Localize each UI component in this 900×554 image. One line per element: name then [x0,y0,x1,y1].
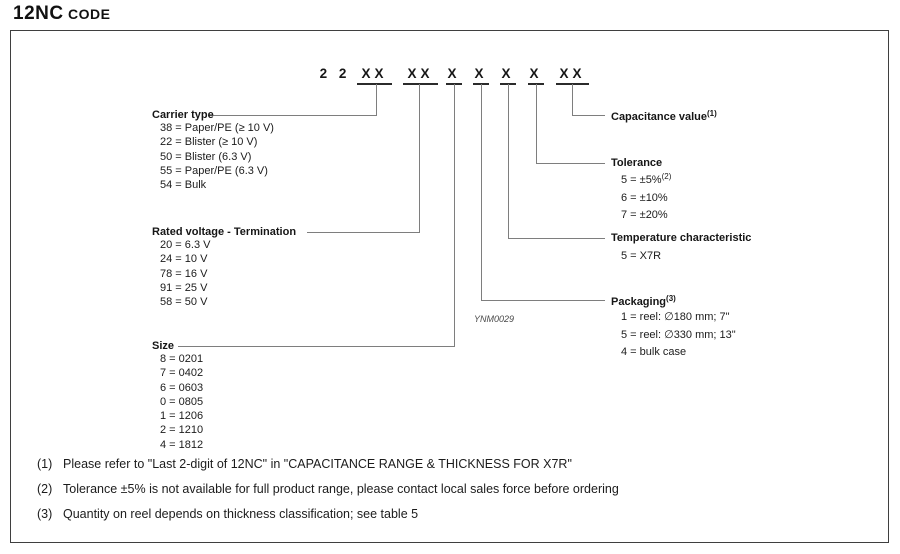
footnote-text: Quantity on reel depends on thickness classification; see table 5 [63,507,419,521]
code-group-size: X [446,66,462,85]
footnote-marker: (1) [37,457,53,471]
list-item: 7 = ±20% [621,209,668,221]
connector-line-carrier-v [376,84,377,116]
temperature-list [621,246,661,264]
connector-line-capacitance-h [572,115,605,116]
connector-line-packaging-h [481,300,605,301]
tolerance-label: Tolerance [611,157,663,169]
size-label: Size [152,340,175,352]
connector-line-tolerance-h [536,163,605,164]
code-group-packaging: X [473,66,489,85]
list-item: 0 = 0805 [160,395,204,408]
capacitance-value-text: Capacitance value [611,111,707,123]
list-item: 54 = Bulk [160,179,207,192]
footnote-marker: (2) [37,482,53,496]
packaging-text: Packaging [611,296,667,308]
title-main: 12NC [13,3,64,24]
list-item: 1 = 1206 [160,410,204,423]
footnote [37,506,619,522]
list-item: 78 = 16 V [160,267,208,280]
connector-line-temperature-h [508,238,605,239]
footnote-text: Tolerance ±5% is not available for full product range, please contact local sales force before ordering [63,482,619,496]
list-item: 20 = 6.3 V [160,239,211,251]
list-item: 5 = reel: ∅330 mm; 13" [621,328,736,341]
carrier-type-list [160,121,274,192]
footnote [37,481,619,497]
list-item: 8 = 0201 [160,353,204,365]
footnote [37,456,619,472]
connector-line-carrier-h [208,115,377,116]
code-prefix: 2 2 [319,66,351,81]
connector-line-packaging-v [481,84,482,301]
connector-line-voltage-v [419,84,420,233]
tolerance-list [621,170,671,223]
list-item: 58 = 50 V [160,296,208,309]
list-item: 38 = Paper/PE (≥ 10 V) [160,122,274,134]
connector-line-size-v [454,84,455,347]
code-group-carrier: XX [357,66,392,85]
list-item: 4 = 1812 [160,438,204,451]
list-item: 2 = 1210 [160,424,204,437]
footnotes [37,456,619,531]
footnote-ref-1: (1) [707,109,717,118]
list-item: 55 = Paper/PE (6.3 V) [160,164,268,177]
size-list [160,352,203,452]
capacitance-value-label [611,109,717,123]
list-item: 6 = ±10% [621,191,668,204]
packaging-label [611,294,676,308]
list-item: 4 = bulk case [621,346,687,358]
code-group-tolerance: X [528,66,544,85]
connector-line-size-h [178,346,455,347]
title-sub: CODE [68,6,111,22]
footnote-marker: (3) [37,507,53,521]
list-item: 6 = 0603 [160,381,204,394]
carrier-type-label: Carrier type [152,109,214,121]
code-group-capacitance: XX [556,66,589,85]
packaging-list [621,307,736,360]
list-item: 22 = Blister (≥ 10 V) [160,136,258,149]
list-item: 1 = reel: ∅180 mm; 7" [621,311,730,323]
temperature-characteristic-label: Temperature characteristic [611,232,752,244]
rated-voltage-label: Rated voltage - Termination [152,226,297,238]
list-item: 7 = 0402 [160,367,204,380]
rated-voltage-list [160,238,210,309]
connector-line-voltage-h [307,232,420,233]
code-group-voltage: XX [403,66,438,85]
list-item: 50 = Blister (6.3 V) [160,150,252,163]
footnote-text: Please refer to "Last 2-digit of 12NC" in "CAPACITANCE RANGE & THICKNESS FOR X7R" [63,457,572,471]
page-title [13,3,110,25]
footnote-ref-3: (3) [666,294,676,303]
connector-line-capacitance-v [572,84,573,116]
list-item: 91 = 25 V [160,281,208,294]
list-item: 5 = X7R [621,250,662,262]
connector-line-tolerance-v [536,84,537,164]
connector-line-temperature-v [508,84,509,239]
list-item: 24 = 10 V [160,253,208,266]
list-item: 5 = ±5%$^{(2)}$ [621,172,672,186]
code-group-temperature: X [500,66,516,85]
figure-code: YNM0029 [474,314,515,324]
